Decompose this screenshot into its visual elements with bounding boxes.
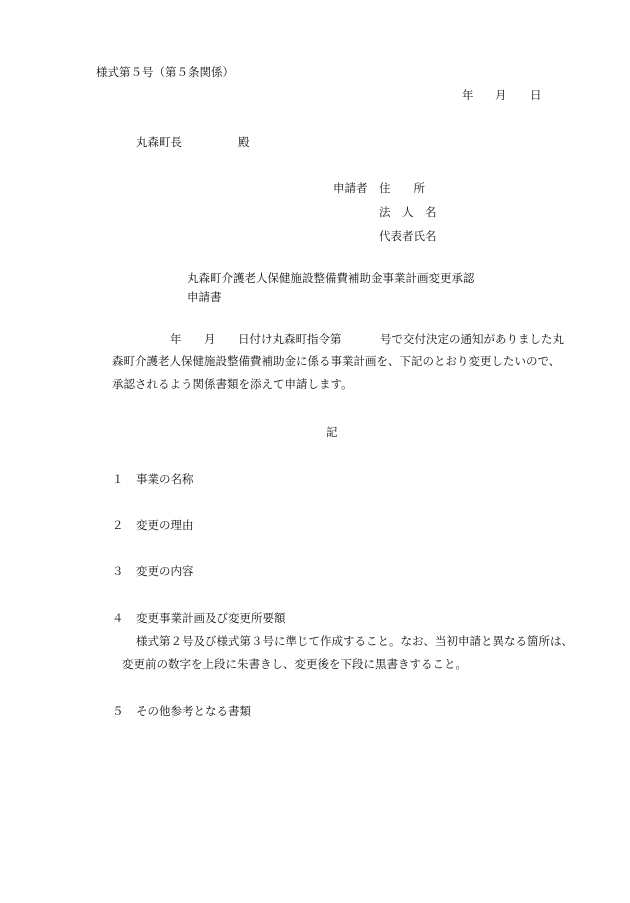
item-label-2: 変更の理由 — [136, 518, 194, 532]
item-label-1: 事業の名称 — [136, 472, 194, 486]
addressee-honorific: 殿 — [238, 135, 250, 149]
applicant-corp-label: 法 人 名 — [379, 205, 437, 219]
form-label: 様式第５号（第５条関係） — [96, 65, 234, 79]
body-line3: 承認されるよう関係書類を添えて申請します。 — [112, 377, 353, 391]
body-month: 月 — [204, 332, 216, 346]
applicant-address-label: 住 所 — [379, 181, 425, 195]
body-year: 年 — [170, 332, 182, 346]
document-title-line2: 申請書 — [187, 290, 222, 304]
date-year: 年 — [462, 88, 474, 102]
body-order-ref: 日付け丸森町指令第 — [238, 332, 342, 346]
ki-mark: 記 — [326, 425, 338, 439]
item-label-5: その他参考となる書類 — [136, 704, 251, 718]
item-number-4: ４ — [112, 611, 124, 625]
date-day: 日 — [530, 88, 542, 102]
item-label-4: 変更事業計画及び変更所要額 — [136, 611, 286, 625]
item-number-3: ３ — [112, 564, 124, 578]
body-line2: 森町介護老人保健施設整備費補助金に係る事業計画を、下記のとおり変更したいので、 — [112, 354, 561, 368]
addressee-title: 丸森町長 — [136, 135, 182, 149]
item4-note-line1: 様式第２号及び様式第３号に準じて作成すること。なお、当初申請と異なる箇所は、 — [136, 634, 573, 648]
applicant-rep-label: 代表者氏名 — [379, 229, 437, 243]
item-number-5: ５ — [112, 704, 124, 718]
item4-note-line2: 変更前の数字を上段に朱書きし、変更後を下段に黒書きすること。 — [122, 657, 467, 671]
item-number-2: ２ — [112, 518, 124, 532]
applicant-heading: 申請者 — [333, 181, 368, 195]
date-month: 月 — [495, 88, 507, 102]
item-label-3: 変更の内容 — [136, 564, 194, 578]
document-title-line1: 丸森町介護老人保健施設整備費補助金事業計画変更承認 — [187, 271, 475, 285]
item-number-1: １ — [112, 472, 124, 486]
body-line1-end: 号で交付決定の通知がありました丸 — [380, 332, 564, 346]
